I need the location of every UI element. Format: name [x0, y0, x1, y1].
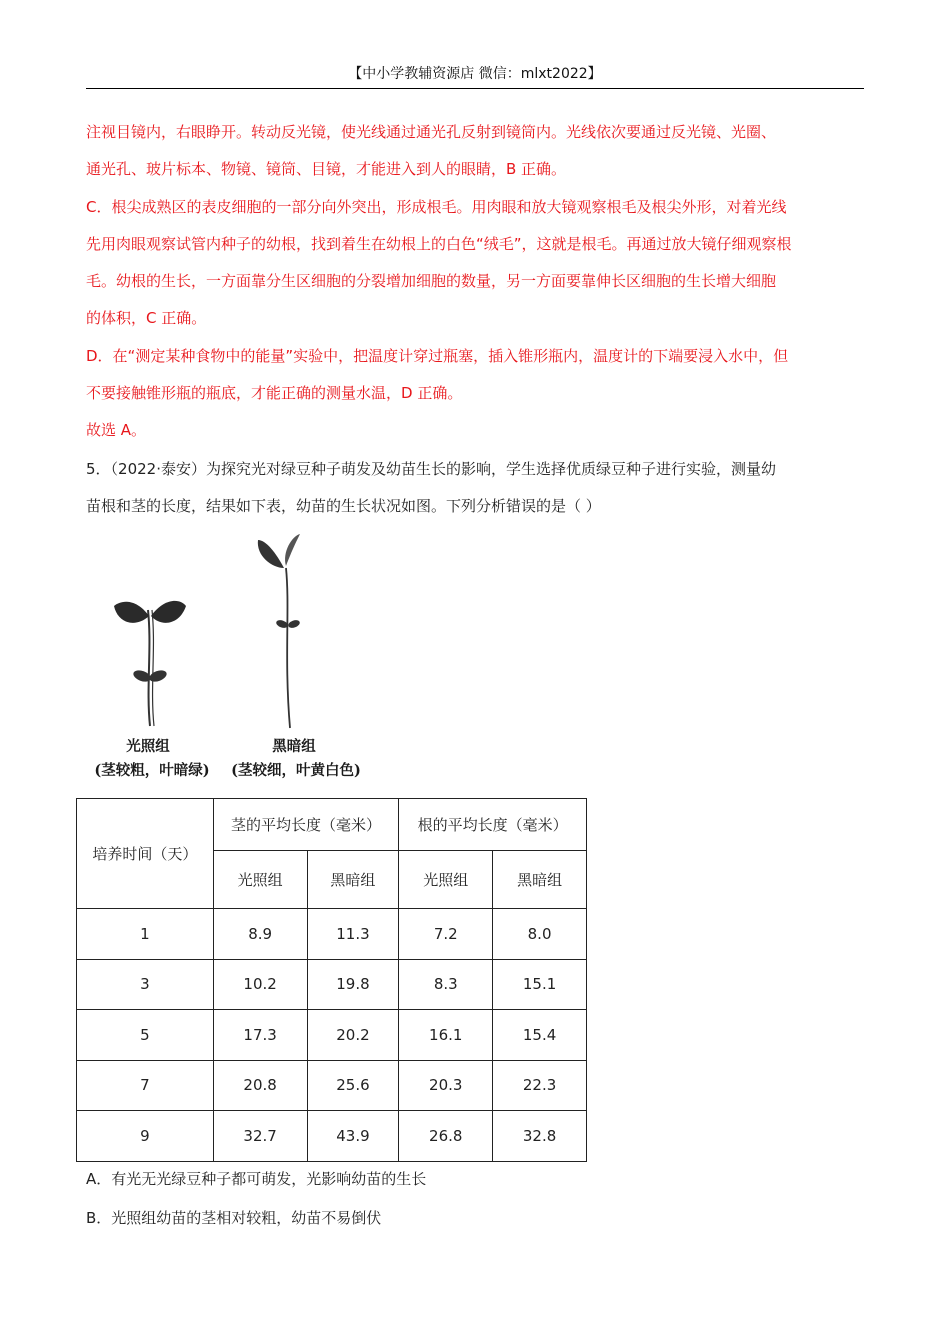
- seedling-figure: [86, 528, 386, 783]
- explanation-c-line1: C．根尖成熟区的表皮细胞的一部分向外突出，形成根毛。用肉眼和放大镜观察根毛及根尖外形，对着光线: [86, 198, 787, 216]
- table-row: [77, 1060, 587, 1111]
- day-cell: 1: [77, 909, 214, 960]
- root-dark-cell: 15.1: [493, 959, 587, 1010]
- light-group-desc: (茎较粗，叶暗绿): [94, 762, 210, 779]
- explanation-c-line3: 毛。幼根的生长，一方面靠分生区细胞的分裂增加细胞的数量，另一方面要靠伸长区细胞的生长增大细胞: [86, 272, 777, 290]
- explanation-b-line1: 注视目镜内，右眼睁开。转动反光镜，使光线通过通光孔反射到镜筒内。光线依次要通过反光镜、光圈、: [86, 123, 777, 141]
- dark-group-label: 黑暗组: [272, 738, 316, 755]
- page-header: 【中小学教辅资源店 微信：mlxt2022】: [86, 64, 864, 89]
- stem-dark-cell: 43.9: [307, 1111, 399, 1162]
- root-dark-header: 黑暗组: [493, 851, 587, 909]
- light-seedling-image: [114, 601, 186, 726]
- time-header: 培养时间（天）: [77, 799, 214, 909]
- answer-line: 故选 A。: [86, 421, 147, 439]
- day-cell: 9: [77, 1111, 214, 1162]
- question-line1: 5．（2022·泰安）为探究光对绿豆种子萌发及幼苗生长的影响，学生选择优质绿豆种子进行实验，测量幼: [86, 460, 776, 478]
- explanation-d-line2: 不要接触锥形瓶的瓶底，才能正确的测量水温，D 正确。: [86, 384, 463, 402]
- stem-dark-cell: 11.3: [307, 909, 399, 960]
- stem-dark-header: 黑暗组: [307, 851, 399, 909]
- root-dark-cell: 8.0: [493, 909, 587, 960]
- stem-light-cell: 20.8: [213, 1060, 307, 1111]
- day-cell: 7: [77, 1060, 214, 1111]
- table-row: [77, 1010, 587, 1061]
- stem-dark-cell: 20.2: [307, 1010, 399, 1061]
- root-light-cell: 7.2: [399, 909, 493, 960]
- explanation-b-line2: 通光孔、玻片标本、物镜、镜筒、目镜，才能进入到人的眼睛，B 正确。: [86, 160, 567, 178]
- root-dark-cell: 32.8: [493, 1111, 587, 1162]
- option-a: A．有光无光绿豆种子都可萌发，光影响幼苗的生长: [86, 1170, 427, 1188]
- explanation-c-line4: 的体积，C 正确。: [86, 309, 207, 327]
- table-row: [77, 909, 587, 960]
- root-light-header: 光照组: [399, 851, 493, 909]
- stem-light-cell: 8.9: [213, 909, 307, 960]
- root-dark-cell: 15.4: [493, 1010, 587, 1061]
- root-header: 根的平均长度（毫米）: [399, 799, 587, 851]
- stem-header: 茎的平均长度（毫米）: [213, 799, 399, 851]
- table-row: [77, 959, 587, 1010]
- root-dark-cell: 22.3: [493, 1060, 587, 1111]
- root-light-cell: 20.3: [399, 1060, 493, 1111]
- stem-light-cell: 32.7: [213, 1111, 307, 1162]
- table-row: [77, 1111, 587, 1162]
- explanation-c-line2: 先用肉眼观察试管内种子的幼根，找到着生在幼根上的白色“绒毛”，这就是根毛。再通过放大镜仔细观察根: [86, 235, 792, 253]
- stem-light-cell: 17.3: [213, 1010, 307, 1061]
- explanation-d-line1: D．在“测定某种食物中的能量”实验中，把温度计穿过瓶塞，插入锥形瓶内，温度计的下端要浸入水中，但: [86, 347, 789, 365]
- root-light-cell: 8.3: [399, 959, 493, 1010]
- option-b: B．光照组幼苗的茎相对较粗，幼苗不易倒伏: [86, 1209, 382, 1227]
- stem-dark-cell: 19.8: [307, 959, 399, 1010]
- stem-light-header: 光照组: [213, 851, 307, 909]
- stem-light-cell: 10.2: [213, 959, 307, 1010]
- question-line2: 苗根和茎的长度，结果如下表，幼苗的生长状况如图。下列分析错误的是（ ）: [86, 497, 601, 515]
- dark-seedling-image: [258, 534, 301, 728]
- day-cell: 5: [77, 1010, 214, 1061]
- root-light-cell: 26.8: [399, 1111, 493, 1162]
- light-group-label: 光照组: [126, 738, 170, 755]
- dark-group-desc: (茎较细，叶黄白色): [231, 762, 361, 779]
- results-table: [76, 798, 587, 1162]
- day-cell: 3: [77, 959, 214, 1010]
- stem-dark-cell: 25.6: [307, 1060, 399, 1111]
- root-light-cell: 16.1: [399, 1010, 493, 1061]
